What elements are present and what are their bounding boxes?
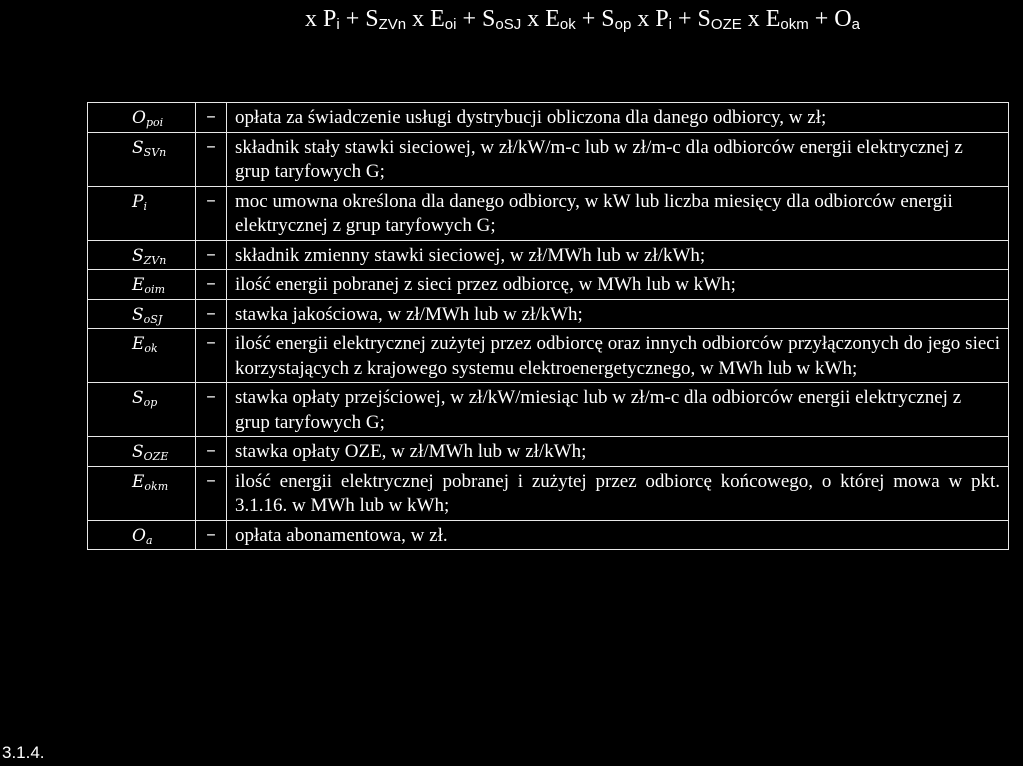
formula-term-subscript: a [851, 16, 860, 33]
formula-term-subscript: OZE [710, 16, 742, 33]
definition-symbol [88, 466, 196, 520]
definition-row [88, 103, 1009, 133]
symbol-base: S [132, 442, 144, 462]
formula-term-base: x E [521, 6, 560, 32]
definition-dash: – [196, 299, 227, 329]
definition-symbol [88, 240, 196, 270]
symbol-base: O [132, 108, 146, 128]
definition-symbol [88, 186, 196, 240]
definition-row [88, 132, 1009, 186]
formula-term [305, 6, 340, 32]
definition-text: opłata za świadczenie usługi dystrybucji obliczona dla danego odbiorcy, w zł; [227, 103, 1009, 133]
definition-symbol [88, 329, 196, 383]
formula-term [456, 6, 521, 32]
symbol-base: E [132, 471, 145, 492]
formula-term-subscript: oSJ [495, 16, 522, 33]
definition-symbol [88, 299, 196, 329]
definition-row [88, 329, 1009, 383]
formula-term-subscript: oi [444, 16, 457, 33]
formula-term-subscript: ZVn [378, 16, 407, 33]
formula-term [809, 6, 860, 32]
symbol-subscript: oim [144, 283, 165, 296]
formula-term-subscript: op [614, 16, 632, 33]
definition-dash: – [196, 329, 227, 383]
definition-symbol [88, 383, 196, 437]
formula-term-base: x E [741, 6, 781, 32]
symbol-subscript: poi [145, 116, 164, 129]
definition-text: stawka opłaty OZE, w zł/MWh lub w zł/kWh; [227, 437, 1009, 467]
definition-dash: – [196, 520, 227, 550]
definition-dash: – [196, 186, 227, 240]
definition-dash: – [196, 466, 227, 520]
symbol-base: P [132, 191, 144, 212]
definition-text: opłata abonamentowa, w zł. [227, 520, 1009, 550]
definition-row [88, 186, 1009, 240]
definition-dash: – [196, 383, 227, 437]
symbol-subscript: SVn [143, 145, 167, 159]
formula-term-base: + O [808, 6, 852, 32]
formula-term-base: + S [456, 6, 496, 32]
symbol-subscript: OZE [143, 450, 169, 463]
symbol-subscript: okm [144, 479, 169, 493]
definition-text: składnik zmienny stawki sieciowej, w zł/MWh lub w zł/kWh; [227, 240, 1009, 270]
definition-row [88, 240, 1009, 270]
definition-dash: – [196, 437, 227, 467]
formula-term-base: + S [339, 6, 379, 32]
formula-term-subscript: i [668, 16, 673, 33]
symbol-subscript: oSJ [143, 312, 163, 326]
symbol-definitions-table [87, 102, 1009, 550]
formula-term [672, 6, 742, 32]
definition-text: ilość energii pobranej z sieci przez odbiorcę, w MWh lub w kWh; [227, 270, 1009, 300]
symbol-subscript: op [143, 396, 158, 409]
symbol-base: O [132, 525, 146, 546]
formula-term-subscript: okm [780, 16, 809, 33]
symbol-base: S [132, 304, 144, 325]
definition-row [88, 520, 1009, 550]
definition-symbol [88, 132, 196, 186]
formula-term-base: + S [575, 6, 615, 32]
definition-text: ilość energii elektrycznej pobranej i zużytej przez odbiorcę końcowego, o której mowa w pkt. 3.1.16. w MWh lub w kWh; [227, 466, 1009, 520]
definition-dash: – [196, 103, 227, 133]
definition-row [88, 437, 1009, 467]
definition-row [88, 466, 1009, 520]
definition-dash: – [196, 132, 227, 186]
definition-symbol [88, 270, 196, 300]
symbol-subscript: a [145, 533, 153, 547]
definition-symbol [88, 103, 196, 133]
symbol-base: E [132, 275, 145, 295]
symbol-subscript: i [143, 199, 147, 213]
definition-text: ilość energii elektrycznej zużytej przez odbiorcę oraz innych odbiorców przyłączonych do jego sieci korzystających z krajowego systemu elektroenergetycznego, w MWh lub w kWh; [227, 329, 1009, 383]
formula-term-base: x P [631, 6, 669, 32]
formula-term-base: x P [305, 6, 337, 32]
symbol-base: S [132, 388, 144, 408]
definition-symbol [88, 437, 196, 467]
formula-term [631, 6, 672, 32]
definition-text: stawka opłaty przejściowej, w zł/kW/miesiąc lub w zł/m-c dla odbiorców energii elektrycznej z grup taryfowych G; [227, 383, 1009, 437]
formula-term [340, 6, 406, 32]
definition-row [88, 383, 1009, 437]
symbol-base: E [132, 334, 145, 354]
formula-term-subscript: i [336, 16, 340, 33]
definition-dash: – [196, 240, 227, 270]
symbol-subscript: ok [144, 342, 158, 355]
formula-term [742, 6, 809, 32]
formula-term [406, 6, 456, 32]
definition-dash: – [196, 270, 227, 300]
symbol-base: S [132, 245, 144, 266]
formula-term [576, 6, 632, 32]
formula-term [521, 6, 576, 32]
section-number: 3.1.4. [2, 743, 45, 762]
symbol-subscript: ZVn [143, 253, 167, 267]
definition-text: składnik stały stawki sieciowej, w zł/kW/m-c lub w zł/m-c dla odbiorców energii elektrycznej z grup taryfowych G; [227, 132, 1009, 186]
definition-row [88, 270, 1009, 300]
definition-symbol [88, 520, 196, 550]
tariff-formula [305, 6, 860, 33]
definition-text: stawka jakościowa, w zł/MWh lub w zł/kWh; [227, 299, 1009, 329]
formula-term-base: x E [406, 6, 445, 32]
definition-text: moc umowna określona dla danego odbiorcy, w kW lub liczba miesięcy dla odbiorców energii elektrycznej z grup taryfowych G; [227, 186, 1009, 240]
formula-term-subscript: ok [559, 16, 576, 33]
formula-term-base: + S [672, 6, 711, 32]
definition-row [88, 299, 1009, 329]
symbol-base: S [132, 137, 144, 158]
